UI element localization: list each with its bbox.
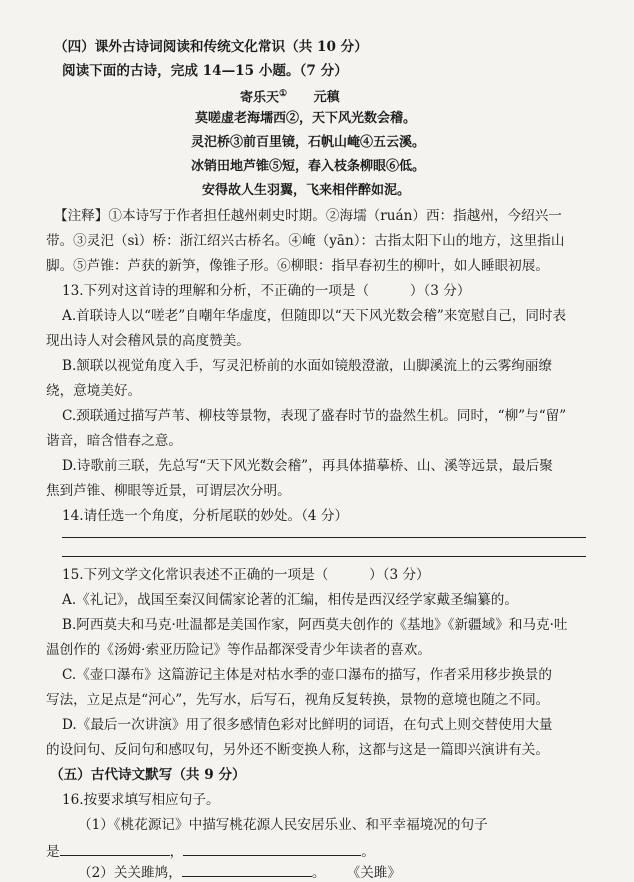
question-14-stem: 14.请任选一个角度，分析尾联的妙处。（4 分） xyxy=(62,508,349,524)
q16-item-1-end: 。 xyxy=(361,844,375,860)
poem-annotation: 脚。⑤芦锥：芦获的新笋，像锥子形。⑥柳眼：指早春初生的柳叶，如人睡眼初展。 xyxy=(46,258,549,274)
q16-item-2 xyxy=(78,862,401,882)
q13-option-d-cont: 焦到芦锥、柳眼等近景，可谓层次分明。 xyxy=(46,483,291,499)
q16-item-1-separator: ， xyxy=(169,844,184,860)
q13-option-c-cont: 谐音，暗含惜春之意。 xyxy=(46,433,182,449)
poem-annotation: 带。③灵汜（sì）桥：浙江绍兴古桥名。④崦（yān）：古指太阳下山的地方，这里指山 xyxy=(46,233,565,249)
poem-title-note-mark: ① xyxy=(279,89,288,99)
poem-title: 寄乐天 xyxy=(240,90,280,106)
fill-blank[interactable] xyxy=(183,841,361,856)
q15-option-c-cont: 写法，立足点是“河心”，先写水，后写石，视角反复转换，景物的意境也随之不同。 xyxy=(46,692,550,708)
q13-option-b-cont: 绕，意境美好。 xyxy=(46,383,142,399)
answer-line[interactable] xyxy=(62,556,586,557)
poem-line: 莫嗟虚老海壖西②，天下风光数会稽。 xyxy=(195,111,417,126)
question-15-stem: 15.下列文学文化常识表述不正确的一项是（ ）（3 分） xyxy=(62,567,430,583)
q16-item-2-end: 。 xyxy=(311,865,326,881)
poem-line: 冰销田地芦锥⑤短，春入枝条柳眼⑥低。 xyxy=(191,159,426,174)
poem-line: 灵汜桥③前百里镜，石帆山崦④五云溪。 xyxy=(191,135,426,150)
q15-option-a: A.《礼记》，战国至秦汉间儒家论著的汇编，相传是西汉经学家戴圣编纂的。 xyxy=(62,592,518,608)
poem-author: 元稹 xyxy=(313,90,340,106)
section-4-heading: （四）课外古诗词阅读和传统文化常识（共 10 分） xyxy=(54,39,368,55)
q13-option-b: B.颔联以视觉角度入手，写灵汜桥前的水面如镜般澄澈，山脚溪流上的云雾绚丽缭 xyxy=(62,358,553,374)
question-16-stem: 16.按要求填写相应句子。 xyxy=(62,792,220,808)
fill-blank[interactable] xyxy=(60,841,170,856)
q16-item-1-prefix: 是 xyxy=(46,844,60,860)
q15-option-d: D.《最后一次讲演》用了很多感情色彩对比鲜明的词语，在句式上则交替使用大量 xyxy=(62,717,553,733)
q13-option-d: D.诗歌前三联，先总写“天下风光数会稽”，再具体描摹桥、山、溪等远景，最后聚 xyxy=(62,458,553,474)
poem-title-line xyxy=(240,85,340,107)
q13-option-a: A.首联诗人以“嗟老”自嘲年华虚度，但随即以“天下风光数会稽”来宽慰自己，同时表 xyxy=(62,308,567,324)
fill-blank[interactable] xyxy=(182,862,312,877)
reading-instruction: 阅读下面的古诗，完成 14—15 小题。（7 分） xyxy=(62,63,348,79)
q15-option-b: B.阿西莫夫和马克·吐温都是美国作家，阿西莫夫创作的《基地》《新疆域》和马克·吐 xyxy=(62,617,568,633)
poem-line: 安得故人生羽翼，飞来相伴醉如泥。 xyxy=(202,183,411,198)
section-5-heading: （五）古代诗文默写（共 9 分） xyxy=(50,767,246,783)
answer-line[interactable] xyxy=(62,537,586,538)
poem-annotation: 【注释】①本诗写于作者担任越州刺史时期。②海壖（ruán）西：指越州，今绍兴一 xyxy=(54,208,562,224)
q15-option-b-cont: 温创作的《汤姆·索亚历险记》等作品都深受青少年读者的喜欢。 xyxy=(46,642,431,658)
question-13-stem: 13.下列对这首诗的理解和分析，不正确的一项是（ ）（3 分） xyxy=(62,283,471,299)
q15-option-c: C.《壶口瀑布》这篇游记主体是对枯水季的壶口瀑布的描写，作者采用移步换景的 xyxy=(62,667,553,683)
q16-item-1-answer-row xyxy=(46,841,375,861)
q15-option-d-cont: 的设问句、反问句和感叹句，另外还不断变换人称，这都与这是一篇即兴演讲有关。 xyxy=(46,742,549,758)
q16-item-2-prefix: （2）关关雎鸠， xyxy=(78,865,182,881)
q13-option-c: C.颈联通过描写芦苇、柳枝等景物，表现了盛春时节的盎然生机。同时，“柳”与“留” xyxy=(62,408,567,424)
q16-item-1: （1）《桃花源记》中描写桃花源人民安居乐业、和平幸福境况的句子 xyxy=(78,817,488,833)
q16-item-2-source: 《关雎》 xyxy=(353,865,401,881)
q13-option-a-cont: 现出诗人对会稽风景的高度赞美。 xyxy=(46,333,250,349)
